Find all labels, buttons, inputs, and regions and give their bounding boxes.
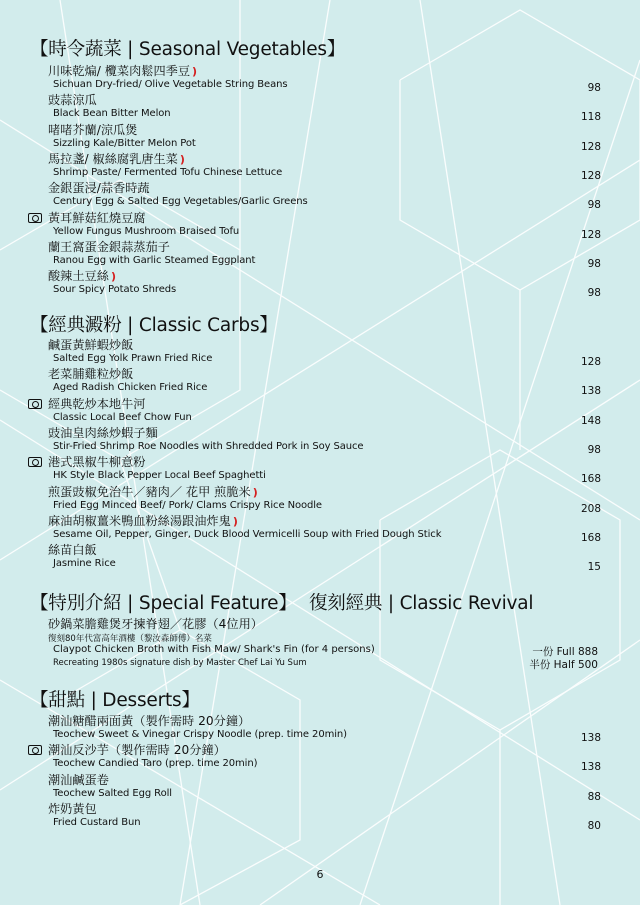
- item-price: 128: [580, 356, 601, 368]
- item-name-en: Teochew Sweet & Vinegar Crispy Noodle (prep. time 20min): [53, 729, 347, 740]
- item-name-zh: 老菜脯雞粒炒飯: [48, 367, 134, 382]
- item-name-en: Teochew Candied Taro (prep. time 20min): [53, 758, 258, 770]
- item-name-zh: 黃耳鮮菇紅燒豆腐: [48, 210, 146, 225]
- item-price: 98: [587, 257, 601, 270]
- menu-item: [48, 514, 608, 544]
- item-price: 88: [587, 790, 601, 803]
- item-name-en: Sichuan Dry-fried/ Olive Vegetable String Beans: [53, 79, 288, 90]
- item-name-en: Fried Custard Bun: [53, 816, 141, 828]
- section-heading: 【甜點 | Desserts】: [30, 690, 200, 711]
- menu-item: [48, 743, 608, 773]
- menu-item: [48, 181, 608, 211]
- item-price: 168: [580, 473, 601, 486]
- item-name-en: Teochew Salted Egg Roll: [53, 787, 172, 799]
- item-name-zh: 蘭王窩蛋金銀蒜蒸茄子: [48, 239, 170, 254]
- item-name-en: Classic Local Beef Chow Fun: [53, 411, 192, 423]
- price-half: 半份 Half 500: [529, 659, 598, 671]
- menu-item: [48, 426, 608, 456]
- menu-item: [48, 338, 608, 368]
- item-price: 128: [580, 169, 601, 182]
- item-name-en: Sesame Oil, Pepper, Ginger, Duck Blood Vermicelli Soup with Fried Dough Stick: [53, 528, 442, 540]
- menu-item: [48, 93, 608, 123]
- item-price: 98: [587, 287, 601, 300]
- section-heading-revival: 復刻經典 | Classic Revival: [309, 593, 534, 614]
- menu-item: [48, 455, 608, 485]
- item-price: 208: [580, 502, 601, 515]
- item-name-en: Fried Egg Minced Beef/ Pork/ Clams Crispy Rice Noodle: [53, 499, 322, 511]
- item-name-en: Sour Spicy Potato Shreds: [53, 284, 177, 296]
- item-name-en: Yellow Fungus Mushroom Braised Tofu: [53, 225, 240, 237]
- item-price: 118: [580, 111, 601, 124]
- item-name-en: Black Bean Bitter Melon: [53, 108, 171, 120]
- item-price: 148: [580, 414, 601, 427]
- menu-item: [48, 367, 608, 397]
- menu-item: [48, 802, 608, 832]
- item-name-zh: 麻油胡椒薑米鴨血粉絲湯跟油炸鬼 ): [48, 513, 238, 528]
- item-name-zh: 豉油皇肉絲炒蝦子麵: [48, 425, 158, 440]
- menu-item: [48, 269, 608, 299]
- item-price: 168: [580, 531, 601, 544]
- chili-pepper-icon: ): [179, 152, 185, 166]
- item-subtitle-zh: 復刻80年代富高年酒樓（黎汝森師傅）名菜: [48, 634, 212, 644]
- item-name-zh: 川味乾煸/ 欖菜肉鬆四季豆 ): [48, 64, 198, 78]
- item-name-zh: 豉蒜涼瓜: [48, 93, 97, 108]
- item-name-zh: 潮汕糖醋兩面黃（製作需時 20分鐘）: [48, 714, 251, 728]
- chili-pepper-icon: ): [192, 65, 198, 78]
- item-price: 15: [587, 561, 601, 574]
- item-price: 128: [580, 140, 601, 153]
- item-name-zh: 啫啫芥蘭/涼瓜煲: [48, 122, 138, 137]
- item-name-zh: 炸奶黃包: [48, 801, 97, 816]
- item-name-zh: 港式黑椒牛柳意粉: [48, 455, 146, 470]
- page-number: 6: [316, 868, 324, 881]
- item-name-en: Stir-Fried Shrimp Roe Noodles with Shredded Pork in Soy Sauce: [53, 440, 364, 452]
- section-heading: 【經典澱粉 | Classic Carbs】: [30, 315, 278, 336]
- menu-item: [48, 543, 608, 573]
- item-price: 138: [580, 732, 601, 744]
- menu-item: [48, 123, 608, 153]
- item-price: 138: [580, 385, 601, 398]
- chef-signature-icon: [28, 745, 42, 755]
- item-price: 80: [587, 819, 601, 832]
- item-name-zh: 經典乾炒本地牛河: [48, 396, 146, 411]
- item-name-en: HK Style Black Pepper Local Beef Spaghetti: [53, 470, 266, 482]
- menu-item: [48, 211, 608, 241]
- item-name-en: Century Egg & Salted Egg Vegetables/Garlic Greens: [53, 196, 308, 208]
- item-price: 128: [580, 228, 601, 241]
- menu-item: [48, 773, 608, 803]
- item-name-zh: 砂鍋菜膽雞煲牙揀脊翅／花膠（4位用）: [48, 617, 263, 631]
- menu-item: [48, 714, 608, 744]
- item-name-zh: 馬拉盞/ 椒絲腐乳唐生菜 ): [48, 151, 185, 166]
- chili-pepper-icon: ): [232, 514, 238, 528]
- item-name-zh: 酸辣土豆絲 ): [48, 269, 116, 284]
- item-subtitle-en: Recreating 1980s signature dish by Master Chef Lai Yu Sum: [53, 658, 307, 668]
- item-price: 98: [587, 443, 601, 456]
- menu-item: [48, 397, 608, 427]
- item-name-en: Ranou Egg with Garlic Steamed Eggplant: [53, 254, 256, 266]
- item-name-en: Sizzling Kale/Bitter Melon Pot: [53, 137, 196, 149]
- item-name-zh: 絲苗白飯: [48, 543, 97, 558]
- item-price: 98: [587, 199, 601, 212]
- item-name-en: Salted Egg Yolk Prawn Fried Rice: [53, 353, 213, 364]
- item-price: 138: [580, 761, 601, 774]
- chef-signature-icon: [28, 213, 42, 223]
- chili-pepper-icon: ): [252, 485, 258, 499]
- item-name-zh: 潮汕鹹蛋卷: [48, 772, 109, 787]
- item-name-zh: 鹹蛋黃鮮蝦炒飯: [48, 338, 134, 352]
- menu-item: [48, 64, 608, 94]
- chili-pepper-icon: ): [110, 270, 116, 284]
- item-price: 98: [587, 82, 601, 94]
- item-name-zh: 潮汕反沙芋（製作需時 20分鐘）: [48, 743, 226, 758]
- item-name-zh: 金銀蛋浸/蒜香時蔬: [48, 181, 150, 196]
- menu-item: [48, 485, 608, 515]
- chef-signature-icon: [28, 457, 42, 467]
- menu-item: [48, 240, 608, 270]
- item-name-en: Jasmine Rice: [53, 558, 116, 570]
- section-heading: 【時令蔬菜 | Seasonal Vegetables】: [30, 39, 346, 60]
- price-full: 一份 Full 888: [532, 646, 598, 658]
- menu-item: [48, 152, 608, 182]
- item-name-zh: 煎蛋豉椒免治牛／豬肉／ 花甲 煎脆米 ): [48, 484, 258, 499]
- item-name-en: Shrimp Paste/ Fermented Tofu Chinese Lettuce: [53, 166, 283, 178]
- item-name-en: Aged Radish Chicken Fried Rice: [53, 382, 208, 394]
- menu-item-claypot: [48, 617, 608, 673]
- chef-signature-icon: [28, 399, 42, 409]
- item-name-en: Claypot Chicken Broth with Fish Maw/ Shark's Fin (for 4 persons): [53, 644, 375, 655]
- section-heading: 【特別介紹 | Special Feature】: [30, 593, 297, 614]
